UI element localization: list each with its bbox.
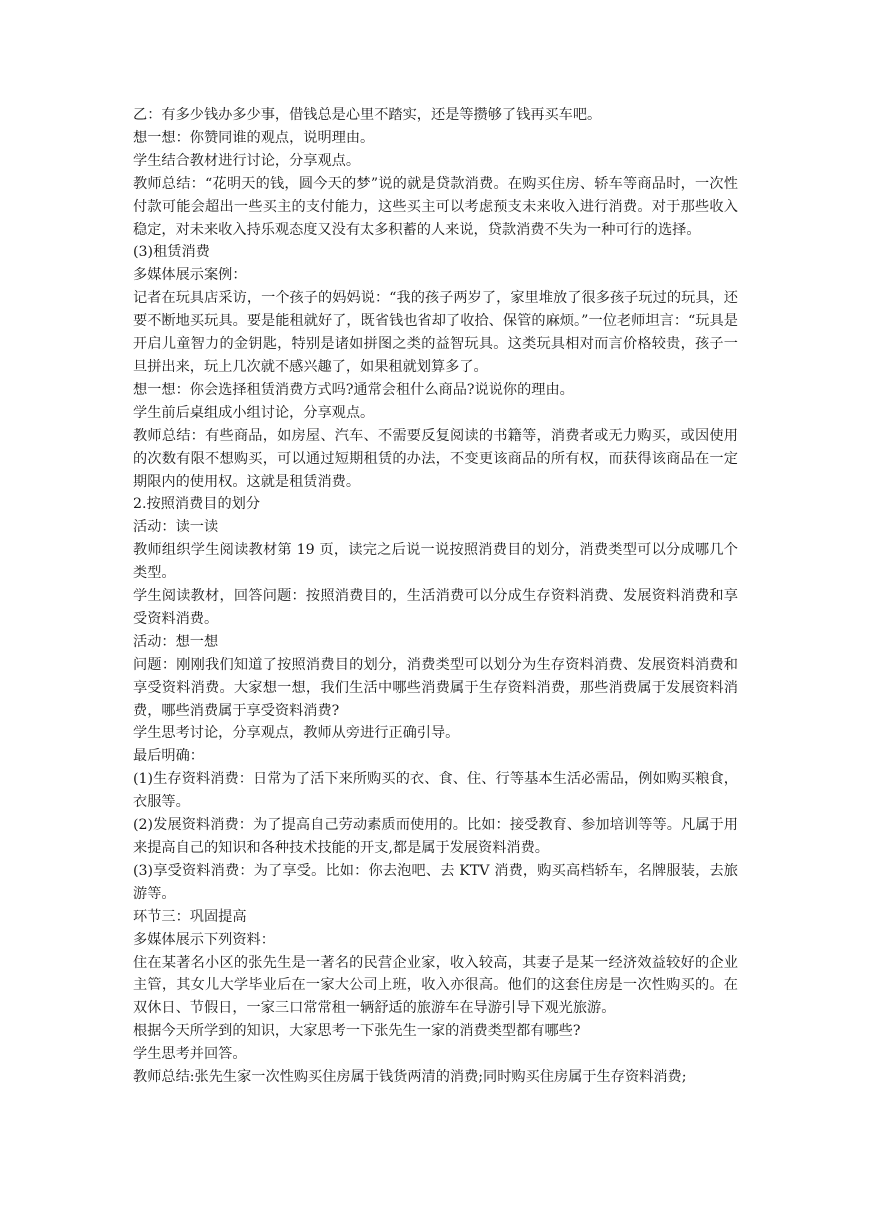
paragraph-student-discussion: 学生结合教材进行讨论，分享观点。 — [133, 152, 361, 169]
paragraph-survival-consumption: (1)生存资料消费：日常为了活下来所购买的衣、食、住、行等基本生活必需品，例如购买粮食，衣服等。 — [133, 771, 738, 811]
paragraph-student-answer: 学生阅读教材，回答问题：按照消费目的，生活消费可以分成生存资料消费、发展资料消费和享受资料消费。 — [133, 588, 738, 627]
paragraph-student-answers: 学生思考并回答。 — [133, 1046, 247, 1063]
paragraph-activity-read: 活动：读一读 — [133, 519, 219, 536]
paragraph-think-prompt: 想一想：你赞同谁的观点，说明理由。 — [133, 129, 375, 146]
heading-by-purpose: 2.按照消费目的划分 — [133, 496, 261, 513]
paragraph-development-consumption: (2)发展资料消费：为了提高自己劳动素质而使用的。比如：接受教育、参加培训等等。凡属于用来提高自己的知识和各种技术技能的开支,都是属于发展资料消费。 — [133, 817, 738, 856]
paragraph-teacher-guidance: 学生思考讨论，分享观点，教师从旁进行正确引导。 — [133, 725, 460, 742]
document-body — [133, 104, 738, 1089]
paragraph-toy-store-case: 记者在玩具店采访，一个孩子的妈妈说：“我的孩子两岁了，家里堆放了很多孩子玩过的玩具，还要不断地买玩具。要是能租就好了，既省钱也省却了收拾、保管的麻烦。”一位老师坦言：“玩具是开启儿童智力的金钥匙，特别是诸如拼图之类的益智玩具。这类玩具相对而言价格较贵，孩子一旦拼出来，玩上几次就不感兴趣了，如果租就划算多了。 — [133, 290, 738, 375]
paragraph-teacher-summary-zhang: 教师总结:张先生家一次性购买住房属于钱货两清的消费;同时购买住房属于生存资料消费; — [133, 1069, 687, 1086]
paragraph-question: 问题：刚刚我们知道了按照消费目的划分，消费类型可以划分为生存资料消费、发展资料消费和享受资料消费。大家想一想，我们生活中哪些消费属于生存资料消费，那些消费属于发展资料消费，哪些消费属于享受资料消费? — [133, 656, 738, 719]
paragraph-think-rental: 想一想：你会选择租赁消费方式吗?通常会租什么商品?说说你的理由。 — [133, 381, 574, 398]
paragraph-multimedia-case: 多媒体展示案例： — [133, 267, 247, 284]
paragraph-debate-option-b: 乙：有多少钱办多少事，借钱总是心里不踏实，还是等攒够了钱再买车吧。 — [133, 107, 602, 123]
paragraph-teacher-summary-rental: 教师总结：有些商品，如房屋、汽车、不需要反复阅读的书籍等，消费者或无力购买，或因使用的次数有限不想购买，可以通过短期租赁的办法，不变更该商品的所有权，而获得该商品在一定期限内的使用权。这就是租赁消费。 — [133, 427, 738, 490]
paragraph-read-textbook: 教师组织学生阅读教材第 19 页，读完之后说一说按照消费目的划分，消费类型可以分成哪几个类型。 — [133, 542, 738, 582]
paragraph-enjoyment-consumption: (3)享受资料消费：为了享受。比如：你去泡吧、去 KTV 消费，购买高档轿车，名牌服装，去旅游等。 — [133, 862, 738, 902]
paragraph-zhang-family-case: 住在某著名小区的张先生是一著名的民营企业家，收入较高，其妻子是某一经济效益较好的企业主管，其女儿大学毕业后在一家大公司上班，收入亦很高。他们的这套住房是一次性购买的。在双休日、节假日，一家三口常常租一辆舒适的旅游车在导游引导下观光旅游。 — [133, 954, 738, 1017]
paragraph-think-zhang: 根据今天所学到的知识，大家思考一下张先生一家的消费类型都有哪些? — [133, 1023, 581, 1040]
heading-section-three: 环节三：巩固提高 — [133, 908, 247, 925]
paragraph-activity-think: 活动：想一想 — [133, 633, 219, 650]
paragraph-multimedia-materials: 多媒体展示下列资料： — [133, 931, 275, 948]
paragraph-final-clarify: 最后明确： — [133, 748, 204, 765]
heading-rental-consumption: (3)租赁消费 — [133, 244, 210, 261]
paragraph-teacher-summary-loan: 教师总结：“花明天的钱，圆今天的梦”说的就是贷款消费。在购买住房、轿车等商品时，一次性付款可能会超出一些买主的支付能力，这些买主可以考虑预支未来收入进行消费。对于那些收入稳定，对未来收入持乐观态度又没有太多积蓄的人来说，贷款消费不失为一种可行的选择。 — [133, 175, 738, 238]
paragraph-group-discussion: 学生前后桌组成小组讨论，分享观点。 — [133, 404, 375, 421]
